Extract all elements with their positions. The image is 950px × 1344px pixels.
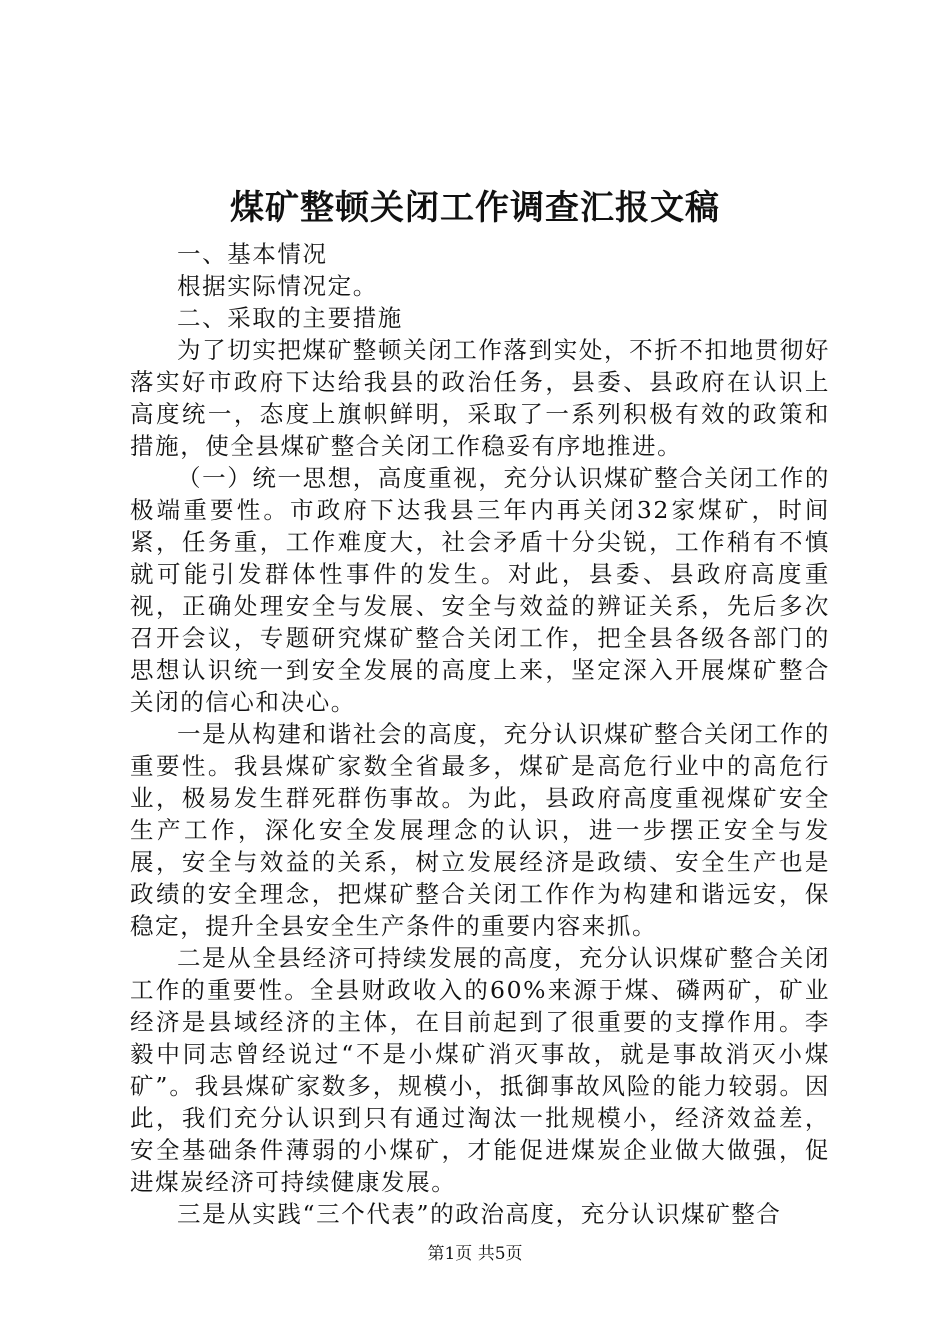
document-title: 煤矿整顿关闭工作调查汇报文稿: [230, 188, 720, 228]
paragraph: 根据实际情况定。: [177, 272, 378, 300]
section-heading-measures: 二、采取的主要措施: [177, 304, 403, 332]
paragraph: 三是从实践“三个代表”的政治高度，充分认识煤矿整合: [177, 1200, 782, 1228]
paragraph: 二是从全县经济可持续发展的高度，充分认识煤矿整合关闭工作的重要性。全县财政收入的60%来源于煤、磷两矿，矿业经济是县域经济的主体，在目前起到了很重要的支撑作用。李毅中同志曾经说过“不是小煤矿消灭事故，就是事故消灭小煤矿”。我县煤矿家数多，规模小，抵御事故风险的能力较弱。因此，我们充分认识到只有通过淘汰一批规模小，经济效益差，安全基础条件薄弱的小煤矿，才能促进煤炭企业做大做强，促进煤炭经济可持续健康发展。: [130, 944, 830, 1196]
document-body: [130, 238, 830, 1230]
paragraph: （一）统一思想，高度重视，充分认识煤矿整合关闭工作的极端重要性。市政府下达我县三年内再关闭32家煤矿，时间紧，任务重，工作难度大，社会矛盾十分尖锐，工作稍有不慎就可能引发群体性事件的发生。对此，县委、县政府高度重视，正确处理安全与发展、安全与效益的辨证关系，先后多次召开会议，专题研究煤矿整合关闭工作，把全县各级各部门的思想认识统一到安全发展的高度上来，坚定深入开展煤矿整合关闭的信心和决心。: [130, 464, 830, 716]
page-footer: 第1页 共5页: [427, 1244, 523, 1264]
section-heading-basic: 一、基本情况: [177, 240, 328, 268]
paragraph: 为了切实把煤矿整顿关闭工作落到实处，不折不扣地贯彻好落实好市政府下达给我县的政治任务，县委、县政府在认识上高度统一，态度上旗帜鲜明，采取了一系列积极有效的政策和措施，使全县煤矿整合关闭工作稳妥有序地推进。: [130, 336, 830, 460]
paragraph: 一是从构建和谐社会的高度，充分认识煤矿整合关闭工作的重要性。我县煤矿家数全省最多，煤矿是高危行业中的高危行业，极易发生群死群伤事故。为此，县政府高度重视煤矿安全生产工作，深化安全发展理念的认识，进一步摆正安全与发展，安全与效益的关系，树立发展经济是政绩、安全生产也是政绩的安全理念，把煤矿整合关闭工作作为构建和谐远安，保稳定，提升全县安全生产条件的重要内容来抓。: [130, 720, 830, 940]
